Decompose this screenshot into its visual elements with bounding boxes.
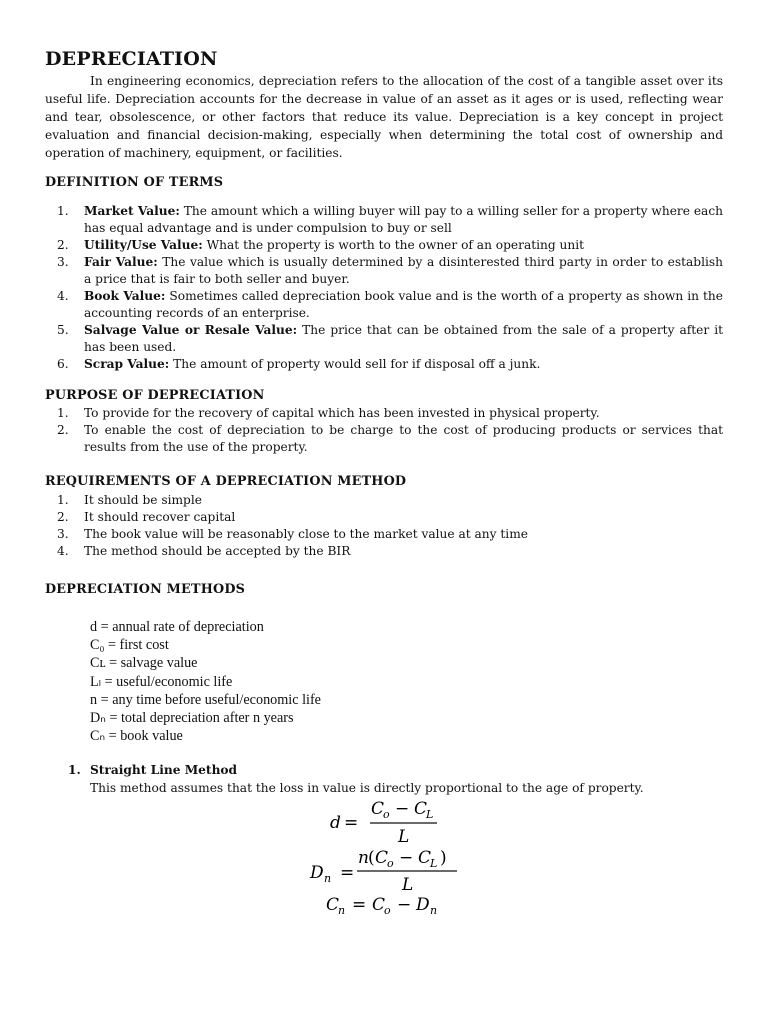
straight-line-method-description: This method assumes that the loss in value is directly proportional to the age of property.	[90, 781, 644, 795]
straight-line-formulas	[300, 796, 480, 921]
formula-book-value	[326, 895, 437, 917]
svg-text:L: L	[398, 827, 410, 847]
requirements-heading: REQUIREMENTS OF A DEPRECIATION METHOD	[45, 474, 407, 489]
svg-text:−: −	[397, 895, 412, 915]
svg-text:(: (	[368, 848, 375, 868]
svg-text:C: C	[371, 799, 385, 819]
formula-graphic	[300, 796, 480, 921]
svg-text:o: o	[383, 808, 390, 821]
variable-item: n = any time before useful/economic life	[90, 691, 321, 708]
svg-text:D: D	[310, 863, 324, 883]
svg-text:=: =	[344, 813, 359, 833]
variable-item: Cₙ = book value	[90, 728, 183, 745]
svg-text:n: n	[430, 904, 438, 917]
list-item: 2. It should recover capital	[57, 510, 236, 524]
methods-heading: DEPRECIATION METHODS	[45, 582, 246, 597]
variable-item: C₀ = first cost	[90, 637, 169, 654]
svg-text:): )	[440, 848, 447, 868]
list-item: 2. To enable the cost of depreciation to be charge to the cost of producing products or services that results from the use of the property.	[57, 423, 723, 454]
requirements-list	[45, 492, 723, 560]
svg-text:n: n	[324, 872, 332, 885]
list-item: 2. Utility/Use Value: What the property is worth to the owner of an operating unit	[57, 238, 585, 252]
list-item: 1. It should be simple	[57, 493, 202, 507]
definitions-heading: DEFINITION OF TERMS	[45, 175, 224, 190]
variable-item: d = annual rate of depreciation	[90, 619, 264, 635]
svg-text:o: o	[384, 904, 391, 917]
svg-text:L: L	[402, 875, 414, 895]
list-item: 3. The book value will be reasonably close to the market value at any time	[57, 527, 528, 541]
formula-rate	[330, 799, 437, 847]
svg-text:=: =	[352, 895, 367, 915]
definitions-list	[45, 203, 723, 373]
list-item: 3. Fair Value: The value which is usually determined by a disinterested third party in order to establish a price that is fair to both seller and buyer.	[57, 255, 723, 286]
list-item: 4. Book Value: Sometimes called depreciation book value and is the worth of a property as shown in the accounting records of an enterprise.	[57, 289, 723, 320]
svg-text:d: d	[330, 813, 341, 833]
purpose-list	[45, 405, 723, 456]
page-title: DEPRECIATION	[45, 48, 218, 70]
svg-text:n: n	[358, 848, 369, 868]
list-item: 5. Salvage Value or Resale Value: The price that can be obtained from the sale of a property after it has been used.	[57, 323, 723, 354]
svg-text:o: o	[387, 857, 394, 870]
svg-text:=: =	[340, 863, 355, 883]
svg-text:C: C	[372, 895, 386, 915]
formula-total-depreciation	[309, 848, 457, 895]
svg-text:C: C	[326, 895, 340, 915]
svg-text:−: −	[395, 799, 410, 819]
list-item: 1. Market Value: The amount which a willing buyer will pay to a willing seller for a property where each has equal advantage and is under compulsion to buy or sell	[57, 204, 723, 235]
svg-text:L: L	[426, 808, 434, 821]
svg-text:C: C	[414, 799, 428, 819]
svg-text:D: D	[416, 895, 430, 915]
list-item: 6. Scrap Value: The amount of property would sell for if disposal off a junk.	[57, 357, 541, 371]
variable-item: Dₙ = total depreciation after n years	[90, 710, 294, 727]
svg-text:C: C	[375, 848, 389, 868]
straight-line-method-title: 1. Straight Line Method	[68, 763, 238, 777]
svg-text:L: L	[430, 857, 438, 870]
list-item: 1. To provide for the recovery of capital which has been invested in physical property.	[57, 406, 600, 420]
svg-text:n: n	[338, 904, 346, 917]
svg-text:C: C	[418, 848, 432, 868]
purpose-heading: PURPOSE OF DEPRECIATION	[45, 388, 265, 403]
variable-definitions	[90, 618, 321, 745]
variable-item: Lₗ = useful/economic life	[90, 673, 233, 690]
variable-item: Cʟ = salvage value	[90, 655, 198, 672]
svg-text:−: −	[399, 848, 414, 868]
intro-paragraph: In engineering economics, depreciation refers to the allocation of the cost of a tangible asset over its useful life. Depreciation accounts for the decrease in value of an asset as it ages or is used, reflecting wear and tear, obsolescence, or other factors that reduce its value. Depreciation is a key concept in project evaluation and financial decision-making, especially when determining the total cost of ownership and operation of machinery, equipment, or facilities.	[45, 74, 723, 160]
list-item: 4. The method should be accepted by the BIR	[57, 544, 351, 558]
